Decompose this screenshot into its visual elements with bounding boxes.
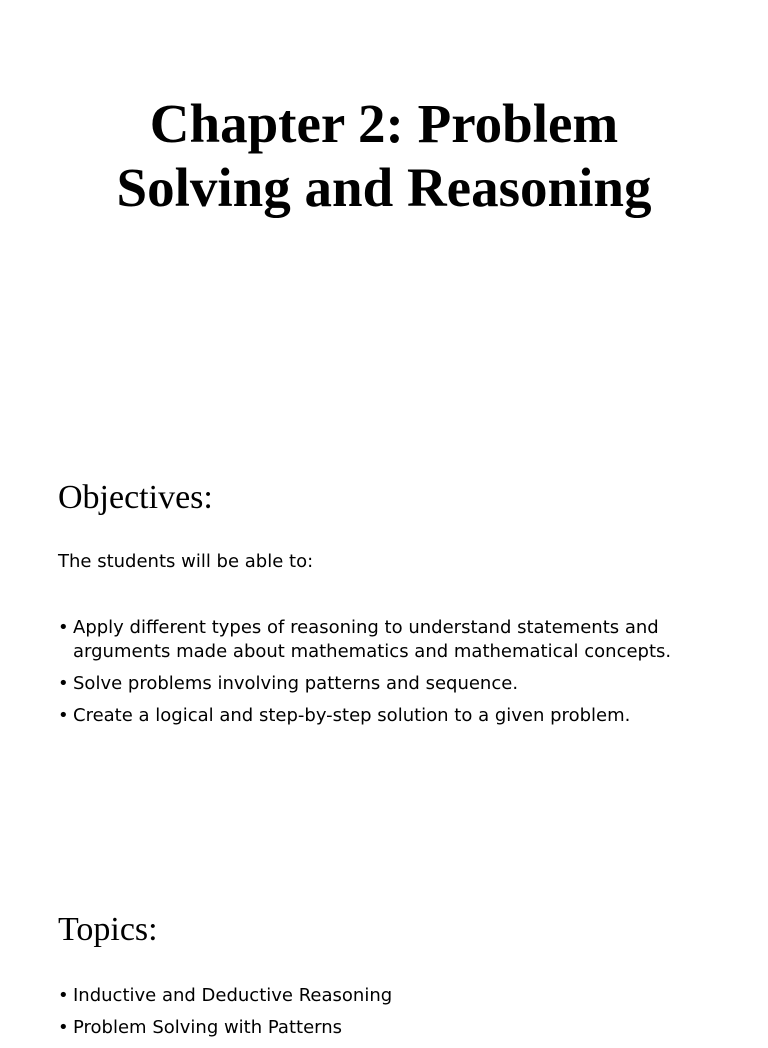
objective-text: Apply different types of reasoning to understand statements and arguments made about mathematics and mathematical concepts. — [73, 617, 672, 662]
objectives-heading: Objectives: — [58, 479, 213, 516]
objectives-list — [58, 616, 728, 736]
topic-text: Problem Solving with Patterns — [73, 1017, 343, 1038]
bullet-icon: • — [58, 705, 69, 726]
topics-list — [58, 984, 728, 1048]
list-item — [58, 984, 728, 1008]
objectives-intro: The students will be able to: — [58, 551, 314, 572]
bullet-icon: • — [58, 1017, 69, 1038]
topics-heading: Topics: — [58, 911, 158, 948]
chapter-title-line-1: Chapter 2: Problem — [149, 93, 619, 154]
topic-text: Inductive and Deductive Reasoning — [73, 985, 393, 1006]
objective-text: Solve problems involving patterns and sequence. — [73, 673, 519, 694]
list-item — [58, 616, 728, 664]
chapter-title-line-2: Solving and Reasoning — [116, 157, 652, 218]
list-item — [58, 1016, 728, 1040]
bullet-icon: • — [58, 673, 69, 694]
chapter-title — [0, 92, 768, 220]
objective-text: Create a logical and step-by-step solution to a given problem. — [73, 705, 631, 726]
list-item — [58, 672, 728, 696]
bullet-icon: • — [58, 985, 69, 1006]
bullet-icon: • — [58, 617, 69, 638]
list-item — [58, 704, 728, 728]
